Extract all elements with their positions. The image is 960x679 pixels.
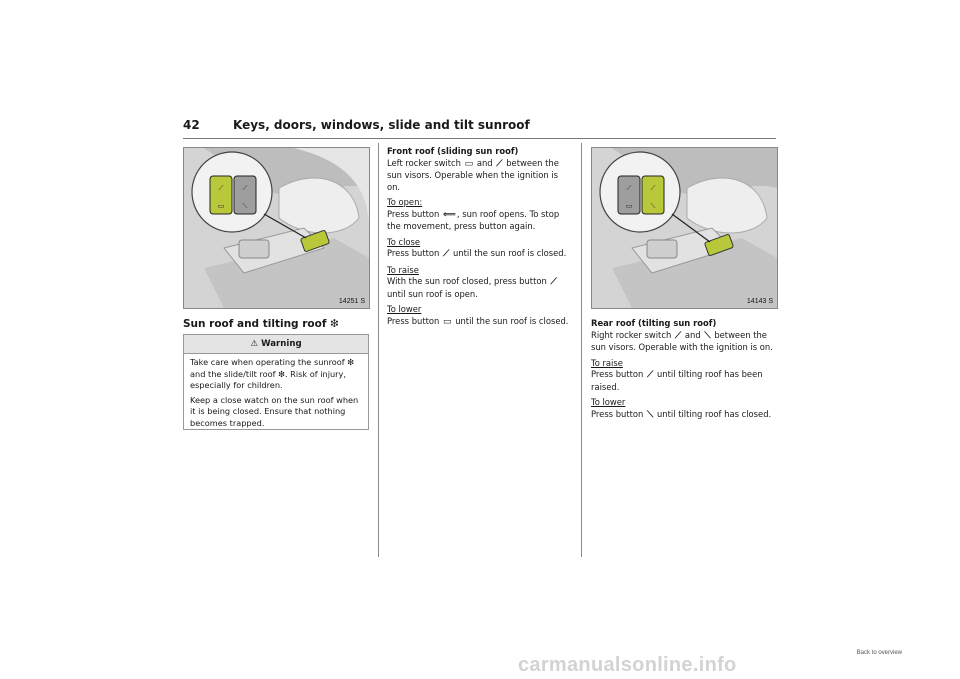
tilt-up-icon: ⟋	[443, 249, 450, 259]
svg-text:⟋: ⟋	[626, 184, 632, 192]
front-roof-intro	[387, 158, 573, 194]
text-run: Right rocker switch	[591, 329, 672, 340]
text-run: until the sun roof is closed.	[455, 315, 569, 326]
rear-roof-lower-text	[591, 409, 777, 422]
column-divider-left	[378, 143, 379, 557]
watermark: carmanualsonline.info	[518, 654, 737, 676]
header-rule	[183, 138, 776, 139]
text-run: until tilting roof has closed.	[656, 408, 772, 419]
slide-close-icon: ▭	[443, 316, 452, 327]
front-roof-section	[387, 146, 573, 328]
svg-text:⟋: ⟋	[242, 184, 248, 192]
page-number: 42	[183, 118, 200, 132]
slide-close-icon: ▭	[464, 158, 474, 169]
warning-paragraph: Keep a close watch on the sun roof when it is being closed. Ensure that nothing becomes trapped.	[190, 394, 359, 428]
tilt-up-icon: ⟋	[550, 277, 557, 287]
text-run: until tilting roof has been raised.	[591, 369, 763, 392]
subheading-close: To close	[387, 236, 421, 247]
warning-icon: ⚠	[250, 339, 259, 349]
rear-roof-raise-text	[591, 369, 777, 393]
svg-text:▭: ▭	[625, 202, 633, 210]
svg-text:⟍: ⟍	[242, 202, 248, 210]
text-run: and	[684, 329, 701, 340]
section-title: Sun roof and tilting roof	[183, 318, 327, 330]
front-roof-close-text	[387, 248, 573, 261]
warning-title: Warning	[261, 339, 302, 349]
tilt-up-icon: ⟋	[674, 330, 682, 341]
back-to-overview-link[interactable]: Back to overview	[856, 650, 902, 656]
rear-roof-intro	[591, 330, 777, 354]
warning-box	[183, 334, 369, 430]
rear-roof-heading: Rear roof (tilting sun roof)	[591, 318, 717, 328]
figure-rear-switch	[591, 147, 778, 309]
subheading-raise: To raise	[591, 357, 623, 368]
text-run: between the sun visors. Operable when the ignition is on.	[387, 157, 559, 192]
warning-body	[184, 354, 368, 429]
figure-front-switch	[183, 147, 370, 309]
front-roof-raise-text	[387, 276, 573, 300]
warning-header	[184, 335, 368, 354]
page-header	[183, 118, 776, 140]
sunroof-symbol-icon: ❇	[330, 318, 339, 330]
text-run: until sun roof is open.	[387, 288, 478, 299]
svg-text:⟋: ⟋	[650, 184, 656, 192]
front-roof-open-text	[387, 209, 573, 233]
text-run: Press button	[387, 208, 440, 219]
text-run: Press button	[591, 408, 644, 419]
subheading-lower: To lower	[591, 397, 626, 407]
text-run: Press button	[387, 315, 440, 326]
subheading-raise: To raise	[387, 264, 419, 275]
front-roof-heading: Front roof (sliding sun roof)	[387, 146, 519, 156]
tilt-down-icon: ⟍	[704, 330, 711, 341]
svg-text:⟍: ⟍	[650, 202, 656, 210]
svg-text:⟋: ⟋	[218, 184, 224, 192]
svg-text:▭: ▭	[217, 202, 225, 210]
tilt-up-icon: ⟋	[496, 158, 503, 169]
text-run: Press button	[387, 248, 440, 258]
column-divider-right	[581, 143, 582, 557]
text-run: Left rocker switch	[387, 157, 461, 168]
rear-roof-section	[591, 318, 777, 421]
figure-label: 14143 S	[746, 298, 773, 305]
figure-label: 14251 S	[338, 298, 365, 305]
front-roof-lower-text	[387, 316, 573, 329]
text-run: With the sun roof closed, press button	[387, 276, 547, 286]
text-run: and	[476, 157, 493, 168]
text-run: , sun roof opens. To stop the movement, press button again.	[387, 208, 560, 231]
slide-open-icon: ⟸	[443, 209, 456, 220]
warning-paragraph: Take care when operating the sunroof ❇ and the slide/tilt roof ❇. Risk of injury, especially for children.	[190, 357, 355, 390]
text-run: Press button	[591, 369, 644, 379]
subheading-lower: To lower	[387, 304, 422, 314]
section-heading	[183, 318, 339, 330]
tilt-up-icon: ⟋	[647, 370, 654, 380]
page-title: Keys, doors, windows, slide and tilt sunroof	[233, 118, 530, 132]
subheading-open: To open:	[387, 197, 423, 207]
text-run: until the sun roof is closed.	[452, 248, 567, 258]
text-run: between the sun visors. Operable with the ignition is on.	[591, 329, 773, 352]
tilt-down-icon: ⟍	[647, 409, 654, 420]
